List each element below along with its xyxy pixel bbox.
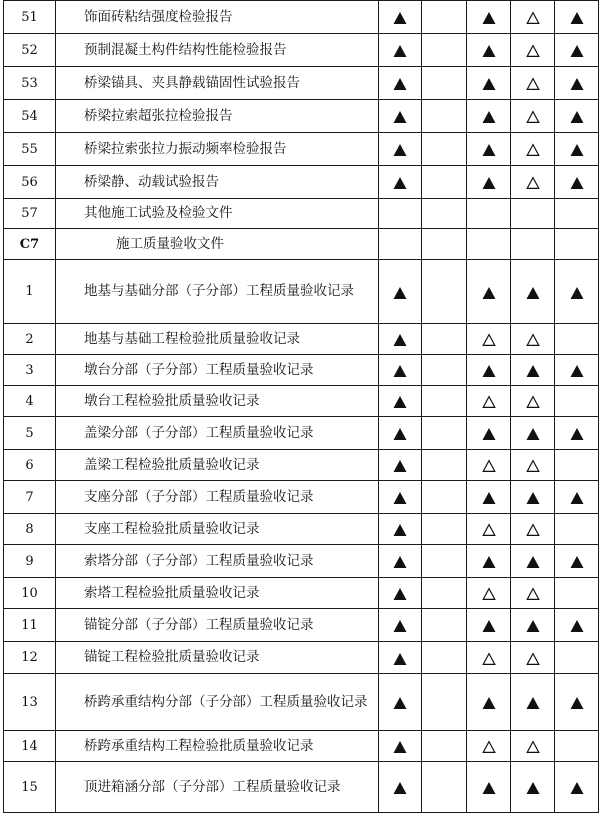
archive-mark-cell [379,642,422,674]
row-number: 57 [4,199,56,229]
row-number: 8 [4,514,56,545]
archive-mark-cell [555,731,599,762]
archive-mark-cell [555,67,599,100]
filled-triangle-icon [393,286,407,300]
archive-mark-cell [555,324,599,355]
document-name [56,386,379,417]
document-name-text: 索塔分部（子分部）工程质量验收记录 [84,552,314,569]
filled-triangle-icon [570,619,584,633]
table-row [4,67,599,100]
hollow-triangle-icon [526,143,540,157]
archive-mark-cell [511,260,555,324]
archive-mark-cell [379,450,422,481]
archive-mark-cell [555,609,599,642]
hollow-triangle-icon [526,587,540,601]
document-name-text: 地基与基础分部（子分部）工程质量验收记录 [84,283,354,299]
row-number: 7 [4,481,56,514]
row-number: 54 [4,100,56,133]
table-row [4,481,599,514]
filled-triangle-icon [393,459,407,473]
filled-triangle-icon [482,364,496,378]
filled-triangle-icon [526,286,540,300]
table-row [4,260,599,324]
document-name [56,260,379,324]
document-name-text: 桥跨承重结构分部（子分部）工程质量验收记录 [84,693,368,710]
filled-triangle-icon [570,143,584,157]
filled-triangle-icon [393,619,407,633]
filled-triangle-icon [570,427,584,441]
archive-mark-cell [555,674,599,731]
row-number: 4 [4,386,56,417]
archive-mark-cell [422,514,467,545]
row-number: 55 [4,133,56,166]
archive-mark-cell [555,133,599,166]
document-name-text: 其他施工试验及检验文件 [84,205,233,221]
archive-mark-cell [379,609,422,642]
filled-triangle-icon [393,333,407,347]
filled-triangle-icon [393,652,407,666]
table-row [4,34,599,67]
table-row [4,545,599,578]
document-name [56,67,379,100]
hollow-triangle-icon [526,110,540,124]
row-number: 51 [4,1,56,34]
archive-mark-cell [422,199,467,229]
document-name [56,100,379,133]
archive-mark-cell [511,545,555,578]
filled-triangle-icon [393,395,407,409]
table-row [4,450,599,481]
archive-mark-cell [511,386,555,417]
table-row [4,642,599,674]
row-number: 2 [4,324,56,355]
table-row [4,386,599,417]
archive-mark-cell [379,166,422,199]
hollow-triangle-icon [482,333,496,347]
archive-mark-cell [555,417,599,450]
archive-mark-cell [511,1,555,34]
row-number: 5 [4,417,56,450]
archive-mark-cell [422,417,467,450]
document-name [56,199,379,229]
filled-triangle-icon [526,696,540,710]
hollow-triangle-icon [526,77,540,91]
archive-mark-cell [422,260,467,324]
archive-mark-cell [511,674,555,731]
table-row [4,731,599,762]
archive-mark-cell [467,674,511,731]
archive-mark-cell [467,417,511,450]
filled-triangle-icon [570,696,584,710]
archive-mark-cell [379,34,422,67]
table-body [4,1,599,813]
table-row [4,355,599,386]
filled-triangle-icon [570,44,584,58]
filled-triangle-icon [482,696,496,710]
table-row [4,324,599,355]
document-name [56,450,379,481]
archive-mark-cell [379,324,422,355]
filled-triangle-icon [393,587,407,601]
document-name [56,609,379,642]
document-name [56,642,379,674]
archive-mark-cell [422,674,467,731]
hollow-triangle-icon [482,395,496,409]
archive-mark-cell [467,642,511,674]
filled-triangle-icon [393,110,407,124]
document-name-text: 预制混凝土构件结构性能检验报告 [84,41,287,58]
filled-triangle-icon [482,286,496,300]
archive-mark-cell [511,166,555,199]
document-name-text: 桥梁静、动载试验报告 [84,173,219,190]
filled-triangle-icon [393,143,407,157]
document-name-text: 地基与基础工程检验批质量验收记录 [84,330,300,347]
row-number: 10 [4,578,56,609]
document-name-text: 墩台工程检验批质量验收记录 [84,392,260,409]
filled-triangle-icon [393,77,407,91]
filled-triangle-icon [482,110,496,124]
filled-triangle-icon [393,44,407,58]
section-title [56,229,379,260]
table-row [4,609,599,642]
table-row [4,229,599,260]
table-row [4,166,599,199]
archive-mark-cell [422,481,467,514]
filled-triangle-icon [482,619,496,633]
archive-mark-cell [511,324,555,355]
archive-mark-cell [467,355,511,386]
archive-mark-cell [379,133,422,166]
archive-mark-cell [379,545,422,578]
document-name-text: 盖梁分部（子分部）工程质量验收记录 [84,424,314,441]
archive-mark-cell [467,386,511,417]
archive-mark-cell [422,545,467,578]
archive-mark-cell [555,1,599,34]
hollow-triangle-icon [482,740,496,754]
archive-mark-cell [555,199,599,229]
filled-triangle-icon [482,143,496,157]
filled-triangle-icon [393,11,407,25]
filled-triangle-icon [482,176,496,190]
archive-mark-cell [379,386,422,417]
hollow-triangle-icon [526,652,540,666]
document-name-text: 桥梁拉索张拉力振动频率检验报告 [84,140,287,157]
row-number: 15 [4,762,56,813]
archive-mark-cell [511,481,555,514]
document-name [56,731,379,762]
archive-mark-cell [422,133,467,166]
filled-triangle-icon [482,44,496,58]
table-row [4,762,599,813]
table-row [4,578,599,609]
document-name [56,762,379,813]
archive-mark-cell [555,481,599,514]
document-name [56,133,379,166]
archive-mark-cell [379,731,422,762]
hollow-triangle-icon [526,523,540,537]
document-name [56,578,379,609]
filled-triangle-icon [570,176,584,190]
document-name-text: 顶进箱涵分部（子分部）工程质量验收记录 [84,778,341,795]
archive-mark-cell [511,762,555,813]
filled-triangle-icon [570,77,584,91]
filled-triangle-icon [570,781,584,795]
archive-mark-cell [422,67,467,100]
document-name [56,481,379,514]
archive-mark-cell [555,642,599,674]
document-name [56,166,379,199]
filled-triangle-icon [526,781,540,795]
row-number: C7 [4,229,56,260]
archive-mark-cell [467,545,511,578]
document-name-text: 锚锭分部（子分部）工程质量验收记录 [84,616,314,633]
archive-mark-cell [422,229,467,260]
archive-mark-cell [467,481,511,514]
archive-mark-cell [467,260,511,324]
table-row [4,1,599,34]
archive-mark-cell [467,609,511,642]
document-name [56,545,379,578]
filled-triangle-icon [526,427,540,441]
archive-mark-cell [379,67,422,100]
row-number: 12 [4,642,56,674]
archive-mark-cell [511,731,555,762]
filled-triangle-icon [482,555,496,569]
hollow-triangle-icon [482,652,496,666]
hollow-triangle-icon [526,333,540,347]
row-number: 13 [4,674,56,731]
archive-mark-cell [555,578,599,609]
archive-mark-cell [467,67,511,100]
archive-mark-cell [467,578,511,609]
document-name-text: 墩台分部（子分部）工程质量验收记录 [84,361,314,378]
archive-mark-cell [422,100,467,133]
archive-mark-cell [379,762,422,813]
row-number: 56 [4,166,56,199]
archive-mark-cell [555,450,599,481]
archive-mark-cell [379,578,422,609]
hollow-triangle-icon [482,587,496,601]
archive-mark-cell [555,762,599,813]
filled-triangle-icon [570,110,584,124]
archive-mark-cell [422,34,467,67]
hollow-triangle-icon [482,523,496,537]
row-number: 3 [4,355,56,386]
archive-mark-cell [379,229,422,260]
document-name [56,355,379,386]
archive-table [3,0,599,813]
filled-triangle-icon [393,781,407,795]
archive-mark-cell [555,166,599,199]
archive-mark-cell [379,100,422,133]
table-row [4,417,599,450]
filled-triangle-icon [393,364,407,378]
archive-mark-cell [511,355,555,386]
archive-mark-cell [555,514,599,545]
document-name [56,1,379,34]
filled-triangle-icon [526,491,540,505]
filled-triangle-icon [570,286,584,300]
row-number: 14 [4,731,56,762]
archive-mark-cell [467,762,511,813]
filled-triangle-icon [482,781,496,795]
row-number: 6 [4,450,56,481]
archive-mark-cell [467,324,511,355]
document-name [56,514,379,545]
document-name [56,417,379,450]
archive-mark-cell [422,386,467,417]
archive-mark-cell [422,355,467,386]
filled-triangle-icon [393,427,407,441]
filled-triangle-icon [393,523,407,537]
archive-mark-cell [379,674,422,731]
hollow-triangle-icon [526,740,540,754]
archive-mark-cell [511,199,555,229]
filled-triangle-icon [482,11,496,25]
archive-mark-cell [379,514,422,545]
archive-mark-cell [379,355,422,386]
table-row [4,133,599,166]
archive-mark-cell [422,642,467,674]
table-row [4,199,599,229]
row-number: 11 [4,609,56,642]
filled-triangle-icon [570,555,584,569]
archive-mark-cell [555,355,599,386]
archive-mark-cell [422,578,467,609]
document-name-text: 盖梁工程检验批质量验收记录 [84,456,260,473]
archive-mark-cell [555,229,599,260]
archive-mark-cell [467,34,511,67]
archive-mark-cell [511,67,555,100]
archive-mark-cell [467,731,511,762]
row-number: 53 [4,67,56,100]
filled-triangle-icon [482,427,496,441]
archive-mark-cell [467,133,511,166]
document-name-text: 支座工程检验批质量验收记录 [84,520,260,537]
archive-mark-cell [422,324,467,355]
document-name-text: 索塔工程检验批质量验收记录 [84,584,260,601]
archive-mark-cell [422,450,467,481]
archive-mark-cell [467,166,511,199]
filled-triangle-icon [393,176,407,190]
archive-mark-cell [467,1,511,34]
hollow-triangle-icon [526,395,540,409]
archive-mark-cell [511,100,555,133]
table-row [4,674,599,731]
archive-mark-cell [422,762,467,813]
document-name-text: 桥梁拉索超张拉检验报告 [84,107,233,124]
archive-mark-cell [511,578,555,609]
archive-mark-cell [511,450,555,481]
table-row [4,514,599,545]
filled-triangle-icon [393,491,407,505]
row-number: 1 [4,260,56,324]
document-name [56,324,379,355]
document-name-text: 桥梁锚具、夹具静载锚固性试验报告 [84,74,300,91]
archive-mark-cell [379,481,422,514]
filled-triangle-icon [393,555,407,569]
archive-mark-cell [467,100,511,133]
row-number: 9 [4,545,56,578]
document-name-text: 饰面砖粘结强度检验报告 [84,8,233,25]
document-name [56,674,379,731]
archive-mark-cell [422,1,467,34]
row-number: 52 [4,34,56,67]
archive-mark-cell [422,166,467,199]
archive-mark-cell [379,260,422,324]
document-name-text: 支座分部（子分部）工程质量验收记录 [84,488,314,505]
table-row [4,100,599,133]
hollow-triangle-icon [526,176,540,190]
archive-mark-cell [379,199,422,229]
archive-mark-cell [467,229,511,260]
archive-mark-cell [555,545,599,578]
document-name [56,34,379,67]
filled-triangle-icon [570,11,584,25]
archive-mark-cell [555,100,599,133]
hollow-triangle-icon [526,459,540,473]
filled-triangle-icon [482,491,496,505]
archive-mark-cell [422,609,467,642]
archive-mark-cell [511,34,555,67]
archive-mark-cell [555,260,599,324]
document-name-text: 施工质量验收文件 [116,235,224,252]
archive-mark-cell [467,199,511,229]
filled-triangle-icon [526,364,540,378]
hollow-triangle-icon [482,459,496,473]
filled-triangle-icon [393,696,407,710]
archive-mark-cell [511,133,555,166]
document-name-text: 锚锭工程检验批质量验收记录 [84,649,260,665]
archive-mark-cell [511,642,555,674]
archive-mark-cell [379,417,422,450]
filled-triangle-icon [570,491,584,505]
archive-mark-cell [511,417,555,450]
archive-mark-cell [511,514,555,545]
filled-triangle-icon [482,77,496,91]
archive-mark-cell [511,609,555,642]
hollow-triangle-icon [526,11,540,25]
archive-mark-cell [555,386,599,417]
filled-triangle-icon [526,555,540,569]
hollow-triangle-icon [526,44,540,58]
document-name-text: 桥跨承重结构工程检验批质量验收记录 [84,737,314,754]
filled-triangle-icon [526,619,540,633]
archive-mark-cell [379,1,422,34]
archive-mark-cell [467,514,511,545]
archive-mark-cell [467,450,511,481]
filled-triangle-icon [570,364,584,378]
archive-mark-cell [422,731,467,762]
filled-triangle-icon [393,740,407,754]
archive-mark-cell [511,229,555,260]
archive-mark-cell [555,34,599,67]
